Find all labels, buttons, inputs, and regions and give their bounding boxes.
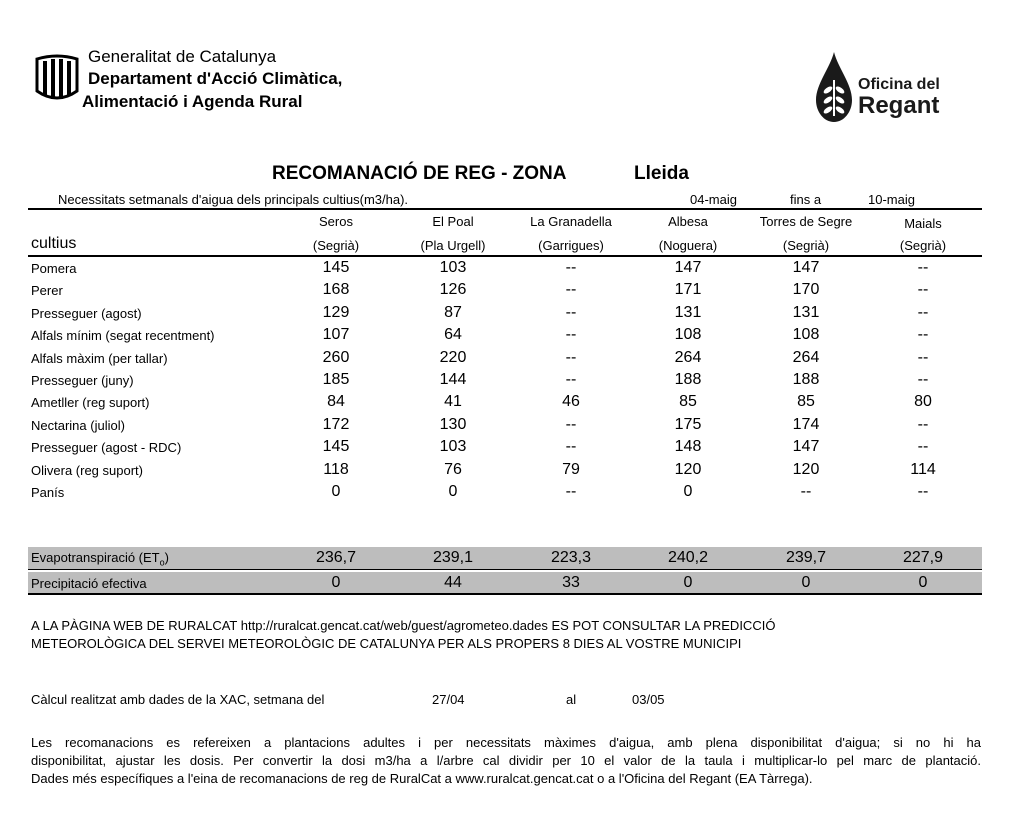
crop-column-header: cultius (31, 235, 77, 252)
et-row-label (31, 550, 169, 568)
report-title: RECOMANACIÓ DE REG - ZONA (272, 163, 567, 184)
department-name-line1: Departament d'Acció Climàtica, (88, 69, 343, 88)
disclaimer-line3: Dades més específiques a l'eina de recomanacions de reg de RuralCat a www.ruralcat.gencat.cat o a l'Oficina del Regant (EA Tàrrega). (31, 771, 813, 786)
period-separator: fins a (790, 192, 822, 207)
precip-value-cell: 0 (801, 574, 811, 591)
crop-value-cell: 264 (792, 348, 820, 366)
crop-value-cell: -- (565, 483, 577, 500)
disclaimer-line1: Les recomanacions es refereixen a plantacions adultes i per necessitats màximes d'aigua, amb plena disponibilitat d'aigua; si no hi ha (31, 735, 981, 750)
crop-value-cell: -- (565, 371, 577, 388)
precip-value-cell: 0 (683, 574, 693, 591)
et-value-cell: 239,7 (785, 549, 827, 566)
et-label-close: ) (164, 550, 169, 565)
header-rule (28, 255, 982, 257)
web-note-line2: METEOROLÒGICA DEL SERVEI METEOROLÒGIC DE CATALUNYA PER ALS PROPERS 8 DIES AL VOSTRE MUNICIPI (31, 636, 742, 651)
crop-label: Alfals màxim (per tallar) (31, 350, 168, 366)
crop-value-cell: 0 (331, 483, 341, 500)
crop-label: Perer (31, 283, 63, 299)
crop-value-cell: -- (565, 415, 577, 433)
column-region: (Segrià) (899, 238, 947, 253)
crop-value-cell: 120 (792, 460, 820, 478)
column-name: Maials (904, 216, 942, 231)
org-name: Generalitat de Catalunya (88, 47, 277, 66)
crop-value-cell: 126 (439, 281, 467, 299)
crop-value-cell: 188 (792, 371, 820, 388)
period-start-date: 04-maig (690, 192, 737, 207)
crop-value-cell: 175 (674, 415, 702, 433)
crop-value-cell: 103 (439, 438, 467, 456)
oficina-del-regant-logo (812, 50, 962, 126)
precip-value-cell: 0 (918, 574, 928, 591)
crop-label: Pomera (31, 261, 77, 276)
crop-value-cell: 170 (792, 281, 820, 299)
logo-text-line1: Oficina del (858, 76, 940, 93)
crop-value-cell: -- (565, 303, 577, 321)
column-name: Torres de Segre (759, 214, 853, 229)
web-note-line1: A LA PÀGINA WEB DE RURALCAT http://ruralcat.gencat.cat/web/guest/agrometeo.dades ES POT CONSULTAR LA PREDICCIÓ (31, 618, 776, 633)
crop-value-cell: 131 (674, 303, 702, 321)
crop-value-cell: 79 (562, 460, 580, 478)
crop-value-cell: 103 (439, 259, 467, 276)
precip-value-cell: 0 (331, 574, 341, 591)
crop-label: Ametller (reg suport) (31, 395, 150, 411)
crop-value-cell: 145 (322, 438, 350, 456)
crop-value-cell: -- (917, 348, 929, 366)
crop-label: Presseguer (agost) (31, 305, 142, 321)
precip-row-label: Precipitació efectiva (31, 576, 147, 591)
generalitat-logo (34, 53, 80, 105)
period-end-date: 10-maig (868, 192, 915, 207)
et-label-text: Evapotranspiració (ET (31, 550, 160, 565)
crop-value-cell: 85 (797, 393, 815, 411)
et-label-subscript: o (159, 557, 165, 568)
column-name: La Granadella (530, 214, 612, 229)
crop-value-cell: -- (917, 483, 929, 500)
table-top-rule (28, 208, 982, 210)
column-name: Albesa (668, 214, 708, 229)
et-value-cell: 239,1 (432, 549, 474, 566)
disclaimer (31, 734, 981, 788)
crop-value-cell: -- (917, 438, 929, 456)
crop-value-cell: -- (917, 415, 929, 433)
crop-value-cell: 172 (322, 415, 350, 433)
crop-value-cell: 168 (322, 281, 350, 299)
crop-value-cell: 145 (322, 259, 350, 276)
crop-value-cell: 130 (439, 415, 467, 433)
et-value-cell: 227,9 (902, 549, 944, 566)
calc-note-label: Càlcul realitzat amb dades de la XAC, setmana del (31, 692, 325, 707)
crop-label: Alfals mínim (segat recentment) (31, 328, 215, 344)
crop-value-cell: 46 (562, 393, 580, 411)
crop-value-cell: 41 (444, 393, 462, 411)
crop-value-cell: 120 (674, 460, 702, 478)
crop-value-cell: 185 (322, 371, 350, 388)
water-drop-icon (814, 50, 854, 124)
crop-value-cell: 131 (792, 303, 820, 321)
crop-value-cell: 108 (674, 326, 702, 344)
crop-label: Presseguer (juny) (31, 373, 134, 388)
crop-value-cell: -- (917, 371, 929, 388)
crop-value-cell: 144 (439, 371, 467, 388)
crop-value-cell: 147 (792, 438, 820, 456)
calc-week-end: 03/05 (632, 692, 665, 707)
crop-value-cell: -- (917, 326, 929, 344)
crop-value-cell: 107 (322, 326, 350, 344)
crop-value-cell: 220 (439, 348, 467, 366)
crop-value-cell: -- (565, 281, 577, 299)
crop-value-cell: 147 (792, 259, 820, 276)
et-value-cell: 240,2 (667, 549, 709, 566)
disclaimer-line2: disponibilitat, ajustar les dosis. Per convertir la dosi m3/ha a l/arbre cal dividir per 10 el valor de la taula i multiplicar-lo pel marc de plantació. (31, 753, 981, 768)
table-subtitle: Necessitats setmanals d'aigua dels principals cultius(m3/ha). (58, 192, 409, 207)
crop-value-cell: 174 (792, 415, 820, 433)
crop-value-cell: 118 (323, 460, 349, 478)
crop-value-cell: 76 (444, 460, 462, 478)
crop-value-cell: 108 (792, 326, 820, 344)
crop-label: Olivera (reg suport) (31, 462, 143, 478)
crop-value-cell: 85 (679, 393, 697, 411)
crop-value-cell: 147 (674, 259, 702, 276)
column-region: (Pla Urgell) (420, 238, 486, 253)
crop-value-cell: 171 (674, 281, 702, 299)
crop-value-cell: 80 (914, 393, 932, 411)
crop-value-cell: -- (565, 326, 577, 344)
crop-value-cell: 0 (683, 483, 693, 500)
crop-value-cell: 64 (444, 326, 462, 344)
crop-value-cell: -- (917, 303, 929, 321)
column-name: El Poal (432, 214, 474, 229)
et-value-cell: 223,3 (550, 549, 592, 566)
department-name-line2: Alimentació i Agenda Rural (82, 92, 303, 111)
precip-value-cell: 44 (444, 574, 462, 591)
crop-value-cell: 129 (322, 303, 350, 321)
et-value-cell: 236,7 (315, 549, 357, 566)
column-region: (Noguera) (658, 238, 718, 253)
column-name: Seros (319, 214, 353, 229)
crop-label: Nectarina (juliol) (31, 417, 125, 433)
crop-value-cell: 260 (322, 348, 350, 366)
precip-value-cell: 33 (562, 574, 580, 591)
column-region: (Garrigues) (538, 238, 604, 253)
crop-value-cell: 264 (674, 348, 702, 366)
crop-value-cell: 114 (910, 460, 936, 478)
crop-label: Panís (31, 485, 65, 500)
calc-week-separator: al (566, 692, 577, 707)
et-rule (28, 569, 982, 570)
crop-value-cell: 0 (448, 483, 458, 500)
column-region: (Segrià) (782, 238, 830, 253)
crop-value-cell: 188 (674, 371, 702, 388)
crop-value-cell: -- (565, 438, 577, 456)
zone-name: Lleida (634, 163, 689, 184)
crop-value-cell: 84 (327, 393, 345, 411)
crop-label: Presseguer (agost - RDC) (31, 440, 182, 456)
crop-value-cell: 148 (674, 438, 702, 456)
crop-value-cell: -- (917, 259, 929, 276)
column-region: (Segrià) (312, 238, 360, 253)
crop-value-cell: 87 (444, 303, 462, 321)
logo-text-line2: Regant (858, 92, 940, 119)
crop-value-cell: -- (800, 483, 812, 500)
crop-value-cell: -- (565, 259, 577, 276)
calc-week-start: 27/04 (432, 692, 465, 707)
table-bottom-rule (28, 593, 982, 595)
crop-value-cell: -- (917, 281, 929, 299)
crop-value-cell: -- (565, 348, 577, 366)
